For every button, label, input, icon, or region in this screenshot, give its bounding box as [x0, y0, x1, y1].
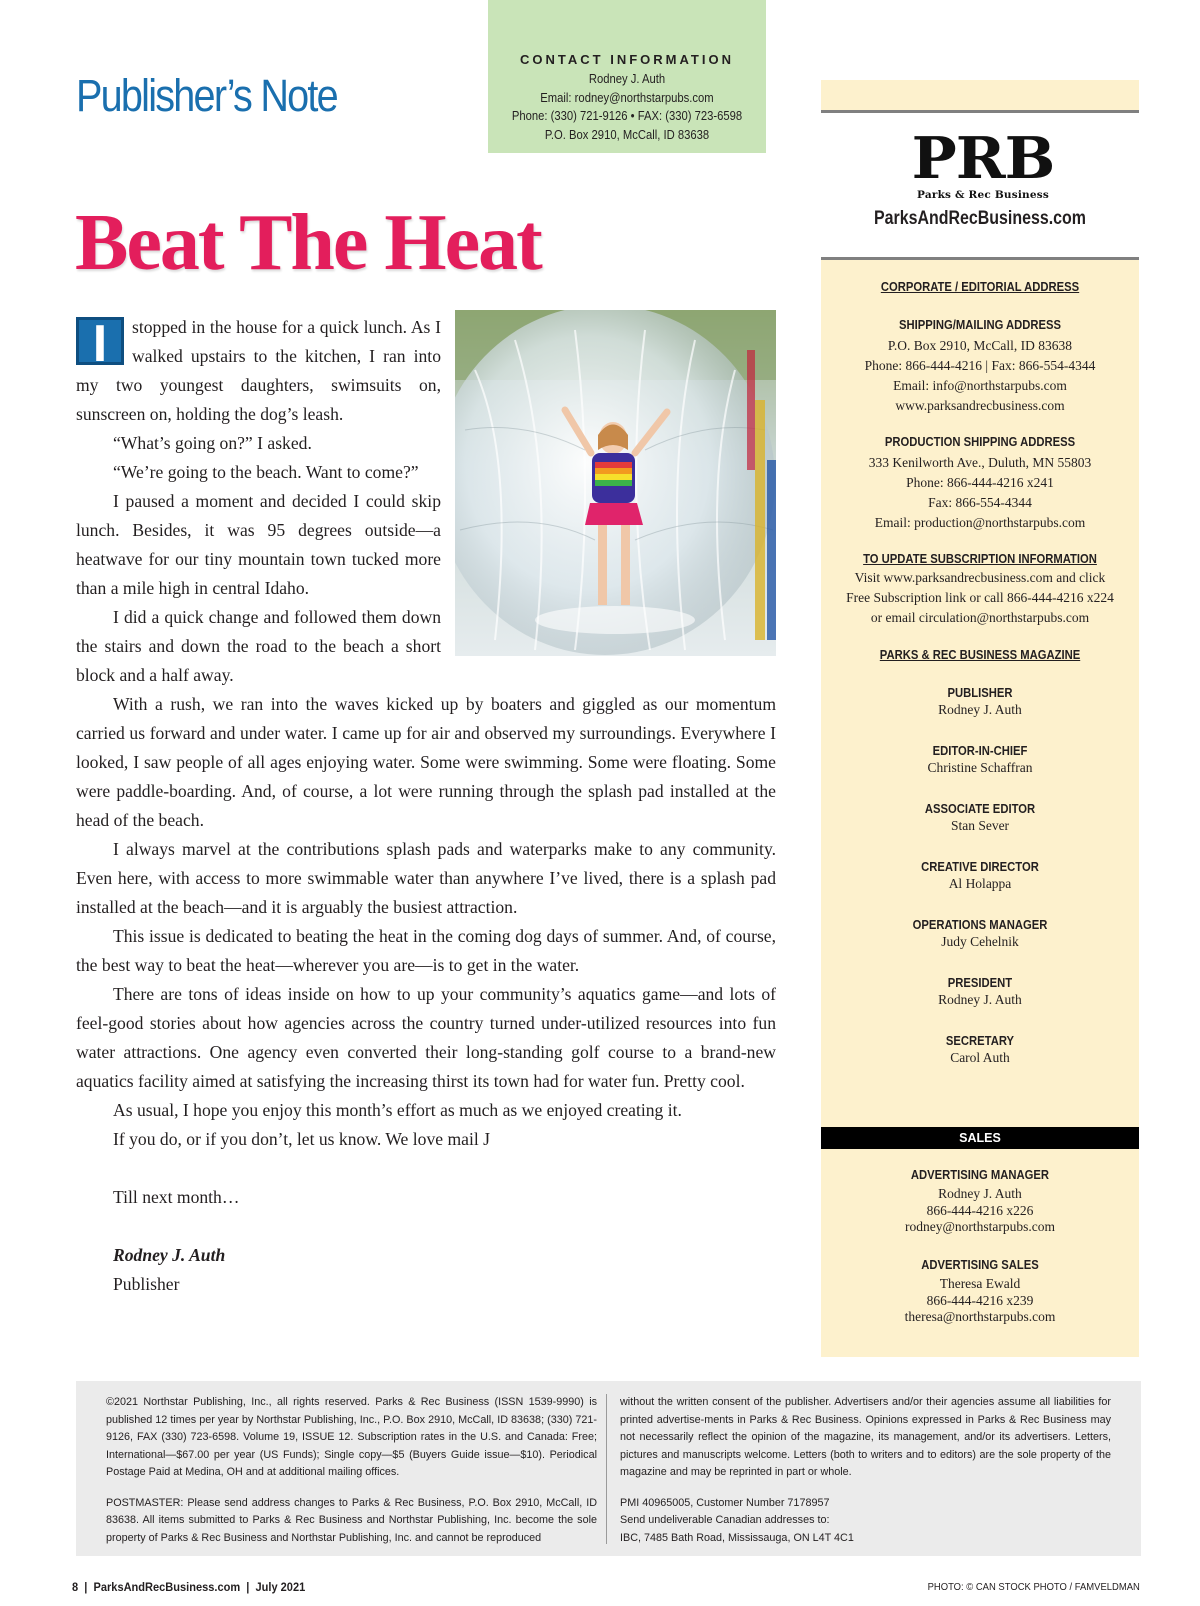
sales-entry	[821, 1168, 1139, 1236]
legal-paragraph: without the written consent of the publisher. Advertisers and/or their agencies assume all liabilities for printed advertise-ments in Parks & Rec Business. Opinions expressed in Parks & Rec Business may not necessarily reflect the opinion of the magazine, its management, and/or its advertisers. Letters, pictures and manuscripts welcome. Letters (both to writers and to editors) are the sole property of the magazine and may be reprinted in part or whole.	[620, 1396, 1111, 1478]
legal-notice-box	[76, 1381, 1141, 1556]
sales-line: Rodney J. Auth	[938, 1186, 1022, 1201]
signature-name	[76, 1241, 776, 1270]
contact-information-box	[488, 0, 766, 153]
contact-address: P.O. Box 2910, McCall, ID 83638	[544, 127, 710, 142]
article-body	[76, 313, 776, 1299]
logo-area	[821, 113, 1139, 258]
staff-role: CREATIVE DIRECTOR	[921, 860, 1039, 874]
article-paragraph: “We’re going to the beach. Want to come?”	[113, 462, 419, 482]
article-paragraph: This issue is dedicated to beating the heat in the coming dog days of summer. And, of course, the best way to beat the heat—wherever you are—is to get in the water.	[76, 926, 776, 975]
staff-role: PUBLISHER	[947, 686, 1013, 700]
staff-name: Rodney J. Auth	[938, 992, 1022, 1007]
photo-credit: PHOTO: © CAN STOCK PHOTO / FAMVELDMAN	[927, 1581, 1140, 1593]
signature-title: Publisher	[113, 1274, 180, 1294]
subscription-heading: TO UPDATE SUBSCRIPTION INFORMATION	[863, 552, 1097, 566]
article-paragraph: I did a quick change and followed them down the stairs and down the road to the beach a short block and a half away.	[76, 607, 441, 685]
sales-heading-bar: SALES	[821, 1127, 1139, 1149]
masthead-sidebar	[821, 80, 1139, 1357]
contact-email: Email: rodney@northstarpubs.com	[540, 90, 714, 105]
article-closing: Till next month…	[113, 1187, 240, 1207]
prb-logo-subtitle: Parks & Rec Business	[917, 189, 1049, 201]
staff-entry	[821, 686, 1139, 720]
article-paragraph: stopped in the house for a quick lunch. As I walked upstairs to the kitchen, I ran into my two youngest daughters, swimsuits on, sunscreen on, holding the dog’s leash.	[76, 317, 441, 424]
staff-role: SECRETARY	[945, 1034, 1015, 1048]
corporate-address-block	[821, 280, 1139, 294]
production-heading: PRODUCTION SHIPPING ADDRESS	[884, 435, 1076, 449]
legal-line: IBC, 7485 Bath Road, Mississauga, ON L4T 4C1	[620, 1531, 854, 1544]
staff-name: Christine Schaffran	[927, 760, 1033, 775]
staff-name: Rodney J. Auth	[938, 702, 1022, 717]
sales-role: ADVERTISING SALES	[921, 1258, 1039, 1272]
legal-paragraph: POSTMASTER: Please send address changes to Parks & Rec Business, P.O. Box 2910, McCall, ID 83638. All items submitted to Parks & Rec Business and Northstar Publishing, Inc. become the sole property of Parks & Rec Business and Northstar Publishing, Inc. and cannot be reproduced	[106, 1496, 597, 1544]
production-line: Phone: 866-444-4216 x241	[906, 475, 1054, 490]
subscription-line: Visit www.parksandrecbusiness.com and click	[854, 570, 1106, 585]
staff-role: ASSOCIATE EDITOR	[924, 802, 1036, 816]
subscription-block	[821, 552, 1139, 628]
prb-logo: PRB	[911, 125, 1055, 193]
article-paragraph: If you do, or if you don’t, let us know. We love mail J	[113, 1129, 490, 1149]
production-line: 333 Kenilworth Ave., Duluth, MN 55803	[868, 455, 1092, 470]
legal-column-left	[106, 1394, 597, 1547]
shipping-line: Phone: 866-444-4216 | Fax: 866-554-4344	[864, 358, 1096, 373]
sales-role: ADVERTISING MANAGER	[910, 1168, 1050, 1182]
splash-pad-photo	[455, 310, 776, 656]
article-paragraph: There are tons of ideas inside on how to up your community’s aquatics game—and lots of feel-good stories about how agencies across the country turned under-utilized resources into fun water attractions. One agency even converted their long-standing golf course to a brand-new aquatics facility aimed at satisfying the increasing thirst its town had for water fun. Pretty cool.	[76, 984, 776, 1091]
legal-column-right	[620, 1394, 1111, 1547]
production-block	[821, 435, 1139, 533]
shipping-heading: SHIPPING/MAILING ADDRESS	[898, 318, 1062, 332]
staff-entry	[821, 744, 1139, 778]
contact-name: Rodney J. Auth	[588, 72, 666, 86]
section-label: Publisher’s Note	[76, 70, 337, 121]
sales-email[interactable]: theresa@northstarpubs.com	[904, 1309, 1056, 1324]
article-paragraph: I paused a moment and decided I could skip lunch. Besides, it was 95 degrees outside—a heatwave for our tiny mountain town tucked more than a mile high in central Idaho.	[76, 491, 441, 598]
subscription-line: or email circulation@northstarpubs.com	[870, 610, 1090, 625]
staff-name: Carol Auth	[950, 1050, 1010, 1065]
legal-paragraph: ©2021 Northstar Publishing, Inc., all rights reserved. Parks & Rec Business (ISSN 1539-9990) is published 12 times per year by Northstar Publishing, Inc., P.O. Box 2910, McCall, ID 83638; (330) 721-9126, FAX (330) 723-6598. Volume 19, ISSUE 12. Subscription rates in the U.S. and Canada: Free; International—$67.00 per year (US Funds); Single copy—$5 (Buyers Guide issue—$10). Periodical Postage Paid at Medina, OH and at additional mailing offices.	[106, 1396, 597, 1478]
sales-entry	[821, 1258, 1139, 1326]
article-paragraph: With a rush, we ran into the waves kicked up by boaters and giggled as our momentum carried us forward and under water. I came up for air and observed my surroundings. Everywhere I looked, I saw people of all ages enjoying water. Some were swimming. Some were floating. Some were paddle-boarding. And, of course, a lot were running through the splash pad installed at the head of the beach.	[76, 694, 776, 830]
staff-role: PRESIDENT	[947, 976, 1013, 990]
shipping-line: www.parksandrecbusiness.com	[895, 398, 1065, 413]
sidebar-website[interactable]: ParksAndRecBusiness.com	[873, 208, 1086, 229]
magazine-heading: PARKS & REC BUSINESS MAGAZINE	[879, 648, 1081, 662]
staff-name: Judy Cehelnik	[941, 934, 1019, 949]
article-photo	[455, 310, 776, 656]
production-line: Email: production@northstarpubs.com	[874, 515, 1086, 530]
legal-line: PMI 40965005, Customer Number 7178957	[620, 1496, 830, 1509]
shipping-block	[821, 318, 1139, 416]
staff-entry	[821, 1034, 1139, 1068]
subscription-line: Free Subscription link or call 866-444-4216 x224	[846, 590, 1114, 605]
staff-role: OPERATIONS MANAGER	[912, 918, 1048, 932]
article-headline: Beat The Heat	[75, 199, 541, 287]
shipping-line: Email: info@northstarpubs.com	[893, 378, 1067, 393]
staff-name: Stan Sever	[950, 818, 1010, 833]
legal-line: Send undeliverable Canadian addresses to:	[620, 1514, 830, 1526]
staff-role: EDITOR-IN-CHIEF	[932, 744, 1028, 758]
staff-entry	[821, 918, 1139, 952]
article-paragraph: As usual, I hope you enjoy this month’s effort as much as we enjoyed creating it.	[113, 1100, 682, 1120]
corporate-heading: CORPORATE / EDITORIAL ADDRESS	[880, 280, 1080, 294]
drop-cap: I	[76, 317, 124, 365]
magazine-block	[821, 648, 1139, 662]
signature-name-text: Rodney J. Auth	[113, 1245, 226, 1265]
legal-divider	[606, 1394, 607, 1544]
shipping-line: P.O. Box 2910, McCall, ID 83638	[887, 338, 1073, 353]
sales-line: 866-444-4216 x226	[926, 1202, 1034, 1218]
article-paragraph: I always marvel at the contributions splash pads and waterparks make to any community. Even here, with access to more swimmable water than anywhere I’ve lived, there is a splash pad installed at the beach—and it is arguably the busiest attraction.	[76, 839, 776, 917]
contact-heading: CONTACT INFORMATION	[520, 52, 734, 67]
sidebar-rule	[821, 257, 1139, 260]
production-line: Fax: 866-554-4344	[928, 495, 1032, 510]
staff-entry	[821, 976, 1139, 1010]
sales-email[interactable]: rodney@northstarpubs.com	[904, 1219, 1056, 1234]
staff-entry	[821, 802, 1139, 836]
staff-entry	[821, 860, 1139, 894]
page-folio: 8 | ParksAndRecBusiness.com | July 2021	[72, 1580, 306, 1594]
staff-name: Al Holappa	[948, 876, 1012, 891]
contact-phone: Phone: (330) 721-9126 • FAX: (330) 723-6598	[511, 109, 743, 123]
sales-line: 866-444-4216 x239	[926, 1292, 1034, 1308]
sales-line: Theresa Ewald	[939, 1276, 1021, 1291]
article-paragraph: “What’s going on?” I asked.	[113, 433, 312, 453]
